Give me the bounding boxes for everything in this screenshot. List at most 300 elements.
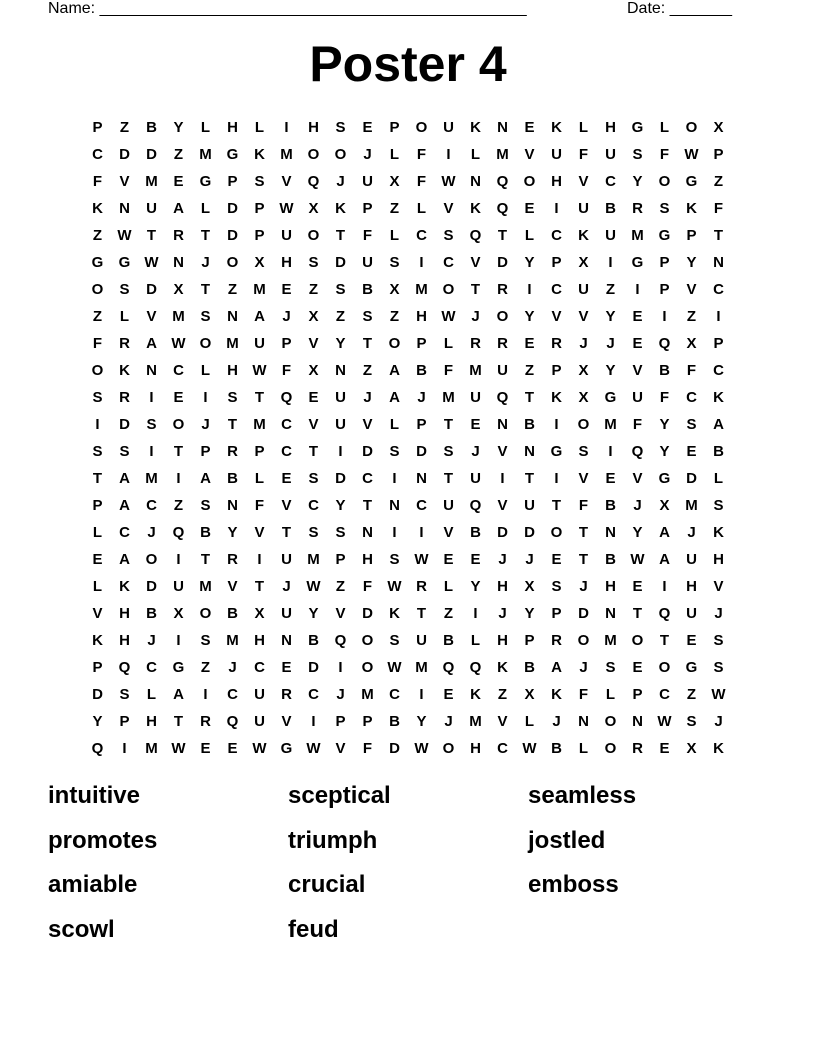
grid-letter: U [416,632,427,649]
grid-letter: J [606,335,615,352]
grid-letter: O [577,632,590,649]
grid-letter: G [658,227,671,244]
grid-letter: B [605,497,616,514]
grid-letter: L [92,578,103,595]
grid-letter: I [149,443,154,460]
grid-letter: H [605,119,616,136]
grid-letter: X [173,281,184,298]
grid-letter: B [389,713,400,730]
grid-letter: V [686,281,697,298]
grid-letter: E [200,740,211,757]
grid-letter: J [282,308,291,325]
grid-letter: R [497,281,508,298]
grid-letter: S [443,443,454,460]
grid-letter: N [632,713,643,730]
grid-letter: R [227,443,238,460]
grid-letter: M [469,362,482,379]
grid-letter: F [443,362,454,379]
grid-letter: I [203,686,208,703]
grid-letter: L [254,119,265,136]
grid-letter: I [311,713,316,730]
grid-letter: P [551,362,562,379]
grid-letter: N [713,254,724,271]
grid-letter: C [389,686,400,703]
grid-letter: H [497,578,508,595]
grid-letter: B [470,524,481,541]
grid-letter: F [632,416,643,433]
grid-letter: W [414,740,429,757]
grid-letter: Y [659,416,670,433]
grid-letter: X [524,578,535,595]
grid-letter: K [551,686,562,703]
grid-letter: C [227,686,238,703]
grid-letter: N [524,443,535,460]
grid-letter: U [335,389,346,406]
grid-letter: R [416,578,427,595]
grid-letter: E [524,200,535,217]
grid-letter: C [146,497,157,514]
grid-letter: X [686,740,697,757]
grid-letter: U [686,551,697,568]
grid-letter: E [659,740,670,757]
grid-letter: G [631,119,644,136]
grid-letter: B [524,416,535,433]
grid-letter: K [578,227,589,244]
grid-letter: V [146,308,157,325]
grid-letter: Y [524,308,535,325]
grid-letter: I [176,470,181,487]
grid-letter: L [200,200,211,217]
grid-letter: R [200,713,211,730]
grid-letter: N [497,119,508,136]
grid-letter: M [253,416,266,433]
grid-letter: X [659,497,670,514]
grid-letter: M [415,659,428,676]
grid-letter: P [254,443,265,460]
grid-letter: A [119,470,130,487]
grid-letter: S [551,578,562,595]
grid-letter: P [227,173,238,190]
grid-letter: V [443,200,454,217]
grid-letter: C [443,254,454,271]
grid-letter: U [173,578,184,595]
grid-letter: S [119,686,130,703]
grid-letter: B [524,659,535,676]
grid-letter: S [254,173,265,190]
grid-letter: K [389,605,400,622]
grid-letter: X [524,686,535,703]
grid-letter: T [470,281,481,298]
grid-letter: T [254,578,265,595]
grid-letter: M [415,281,428,298]
grid-letter: I [554,470,559,487]
grid-letter: C [254,659,265,676]
grid-letter: I [554,200,559,217]
grid-letter: V [632,362,643,379]
grid-letter: Z [335,578,346,595]
grid-letter: G [172,659,185,676]
grid-letter: Z [362,362,373,379]
grid-letter: X [254,254,265,271]
grid-letter: S [200,497,211,514]
grid-letter: M [604,416,617,433]
grid-letter: F [713,200,724,217]
grid-letter: P [281,335,292,352]
grid-letter: M [307,551,320,568]
grid-letter: D [686,470,697,487]
grid-letter: U [443,119,454,136]
grid-letter: M [685,497,698,514]
grid-letter: Z [524,362,535,379]
grid-letter: E [605,470,616,487]
grid-letter: Z [92,308,103,325]
grid-letter: V [335,740,346,757]
grid-letter: G [118,254,131,271]
grid-letter: Z [335,308,346,325]
name-field: Name: ________________________________________________ [48,0,527,17]
grid-letter: T [200,281,211,298]
grid-letter: E [632,659,643,676]
grid-letter: O [550,524,563,541]
grid-letter: H [362,551,373,568]
grid-letter: S [605,659,616,676]
letter-grid [84,114,732,762]
grid-letter: C [281,416,292,433]
grid-letter: V [308,416,319,433]
grid-letter: O [631,632,644,649]
grid-letter: I [608,254,613,271]
grid-letter: F [416,146,427,163]
grid-letter: U [254,686,265,703]
grid-letter: J [417,389,426,406]
grid-letter: Q [658,605,671,622]
grid-letter: O [658,659,671,676]
grid-letter: F [254,497,265,514]
grid-letter: P [362,713,373,730]
grid-letter: L [389,146,400,163]
grid-letter: M [199,146,212,163]
grid-letter: R [632,200,643,217]
grid-letter: O [91,281,104,298]
grid-letter: F [578,686,589,703]
grid-letter: S [389,551,400,568]
grid-letter: J [201,254,210,271]
grid-letter: D [119,416,130,433]
grid-letter: J [633,497,642,514]
grid-letter: C [416,227,427,244]
grid-letter: I [392,470,397,487]
grid-letter: P [632,686,643,703]
grid-letter: C [146,659,157,676]
grid-letter: P [524,632,535,649]
grid-letter: Q [91,740,104,757]
grid-letter: L [578,119,589,136]
date-field: Date: _______ [627,0,732,17]
grid-letter: U [578,200,589,217]
grid-letter: E [308,389,319,406]
grid-letter: W [684,146,699,163]
grid-letter: H [281,254,292,271]
grid-letter: W [117,227,132,244]
grid-letter: I [203,389,208,406]
grid-letter: L [578,740,589,757]
grid-letter: C [362,470,373,487]
grid-letter: O [145,551,158,568]
grid-letter: Y [92,713,103,730]
grid-letter: C [659,686,670,703]
grid-letter: D [362,605,373,622]
grid-letter: U [281,605,292,622]
grid-letter: E [443,551,454,568]
grid-letter: F [92,335,103,352]
grid-letter: T [173,443,184,460]
grid-letter: M [280,146,293,163]
grid-letter: O [199,605,212,622]
grid-letter: T [281,524,292,541]
grid-letter: T [524,470,535,487]
grid-letter: B [362,281,373,298]
grid-letter: Q [442,659,455,676]
grid-letter: M [442,389,455,406]
grid-letter: U [470,389,481,406]
grid-letter: N [605,524,616,541]
grid-letter: Z [200,659,211,676]
grid-letter: R [227,551,238,568]
grid-letter: N [470,173,481,190]
grid-letter: N [335,362,346,379]
grid-letter: F [416,173,427,190]
grid-letter: T [362,497,373,514]
grid-letter: Y [470,578,481,595]
grid-letter: D [227,227,238,244]
grid-letter: S [686,416,697,433]
grid-letter: Q [496,389,509,406]
grid-letter: E [470,551,481,568]
grid-letter: V [443,524,454,541]
grid-letter: B [551,740,562,757]
grid-letter: C [92,146,103,163]
grid-letter: R [551,632,562,649]
grid-letter: U [605,227,616,244]
grid-letter: B [416,362,427,379]
grid-letter: H [146,713,157,730]
grid-letter: L [524,713,535,730]
grid-letter: G [604,389,617,406]
grid-letter: D [92,686,103,703]
grid-letter: R [173,227,184,244]
grid-letter: J [336,173,345,190]
grid-letter: Q [280,389,293,406]
page-title: Poster 4 [309,36,507,92]
grid-letter: L [389,416,400,433]
grid-letter: Z [92,227,103,244]
grid-letter: P [335,551,346,568]
grid-letter: J [579,335,588,352]
grid-letter: Z [119,119,130,136]
grid-letter: W [279,200,294,217]
grid-letter: Y [632,173,643,190]
grid-letter: M [226,632,239,649]
grid-letter: U [443,497,454,514]
grid-letter: T [146,227,157,244]
grid-letter: J [444,713,453,730]
grid-letter: Z [605,281,616,298]
grid-letter: G [199,173,212,190]
grid-letter: O [496,308,509,325]
grid-letter: S [389,254,400,271]
grid-letter: D [578,605,589,622]
grid-letter: S [335,281,346,298]
grid-letter: L [443,578,454,595]
grid-letter: H [308,119,319,136]
grid-letter: K [713,740,724,757]
grid-letter: V [578,470,589,487]
grid-letter: W [711,686,726,703]
grid-letter: C [173,362,184,379]
grid-letter: O [442,740,455,757]
word-list-item: promotes [48,826,158,854]
grid-letter: J [147,524,156,541]
grid-letter: L [416,200,427,217]
grid-letter: V [632,470,643,487]
grid-letter: B [605,200,616,217]
grid-letter: B [443,632,454,649]
grid-letter: O [361,659,374,676]
grid-letter: I [716,308,721,325]
grid-letter: L [146,686,157,703]
grid-letter: L [389,227,400,244]
grid-letter: S [335,119,346,136]
grid-letter: E [281,659,292,676]
grid-letter: D [146,578,157,595]
grid-letter: L [119,308,130,325]
grid-letter: N [119,200,130,217]
grid-letter: V [281,713,292,730]
grid-letter: K [551,389,562,406]
grid-letter: T [173,713,184,730]
grid-letter: M [496,146,509,163]
grid-letter: U [254,713,265,730]
grid-letter: I [338,443,343,460]
grid-letter: O [91,362,104,379]
grid-letter: T [497,227,508,244]
grid-letter: T [335,227,346,244]
grid-letter: I [500,470,505,487]
grid-letter: T [578,524,589,541]
grid-letter: O [604,713,617,730]
grid-letter: S [713,632,724,649]
grid-letter: T [443,416,454,433]
grid-letter: K [713,389,724,406]
grid-letter: Q [631,443,644,460]
grid-letter: I [419,254,424,271]
grid-letter: O [307,146,320,163]
grid-letter: X [578,389,589,406]
grid-letter: J [147,632,156,649]
grid-letter: L [713,470,724,487]
grid-letter: Q [307,173,320,190]
grid-letter: U [470,470,481,487]
grid-letter: P [713,146,724,163]
grid-letter: T [578,551,589,568]
grid-letter: S [308,470,319,487]
grid-letter: P [659,254,670,271]
grid-letter: O [523,173,536,190]
grid-letter: Z [173,497,184,514]
grid-letter: Z [389,308,400,325]
grid-letter: T [551,497,562,514]
grid-letter: C [416,497,427,514]
grid-letter: S [146,416,157,433]
grid-letter: L [200,362,211,379]
grid-letter: N [605,605,616,622]
grid-letter: H [605,578,616,595]
grid-letter: W [171,335,186,352]
grid-letter: C [308,497,319,514]
grid-letter: O [172,416,185,433]
word-list-item: amiable [48,871,138,898]
grid-letter: H [416,308,427,325]
grid-letter: Z [713,173,724,190]
grid-letter: E [551,551,562,568]
grid-letter: Y [632,524,643,541]
grid-letter: R [551,335,562,352]
grid-letter: A [173,200,184,217]
grid-letter: S [200,632,211,649]
grid-letter: D [335,470,346,487]
grid-letter: S [632,146,643,163]
grid-letter: Y [524,254,535,271]
grid-letter: C [281,443,292,460]
grid-letter: J [498,551,507,568]
grid-letter: H [227,362,238,379]
grid-letter: V [713,578,724,595]
grid-letter: P [713,335,724,352]
grid-letter: L [200,119,211,136]
grid-letter: P [92,497,103,514]
grid-letter: X [308,308,319,325]
grid-letter: T [227,416,238,433]
grid-letter: E [632,578,643,595]
grid-letter: S [308,524,319,541]
grid-letter: G [280,740,293,757]
grid-letter: T [524,389,535,406]
grid-letter: X [254,605,265,622]
grid-letter: K [470,200,481,217]
grid-letter: E [524,119,535,136]
grid-letter: B [146,605,157,622]
grid-letter: I [95,416,100,433]
grid-letter: J [228,659,237,676]
grid-letter: Y [524,605,535,622]
grid-letter: J [714,713,723,730]
grid-letter: K [686,200,697,217]
grid-letter: C [605,173,616,190]
grid-letter: P [416,335,427,352]
grid-letter: W [522,740,537,757]
grid-letter: S [335,524,346,541]
grid-letter: T [92,470,103,487]
grid-letter: V [551,308,562,325]
grid-letter: S [578,443,589,460]
grid-letter: S [659,200,670,217]
grid-letter: E [281,281,292,298]
grid-letter: P [119,713,130,730]
grid-letter: D [146,146,157,163]
grid-letter: P [92,659,103,676]
grid-letter: M [253,281,266,298]
grid-letter: Q [469,227,482,244]
